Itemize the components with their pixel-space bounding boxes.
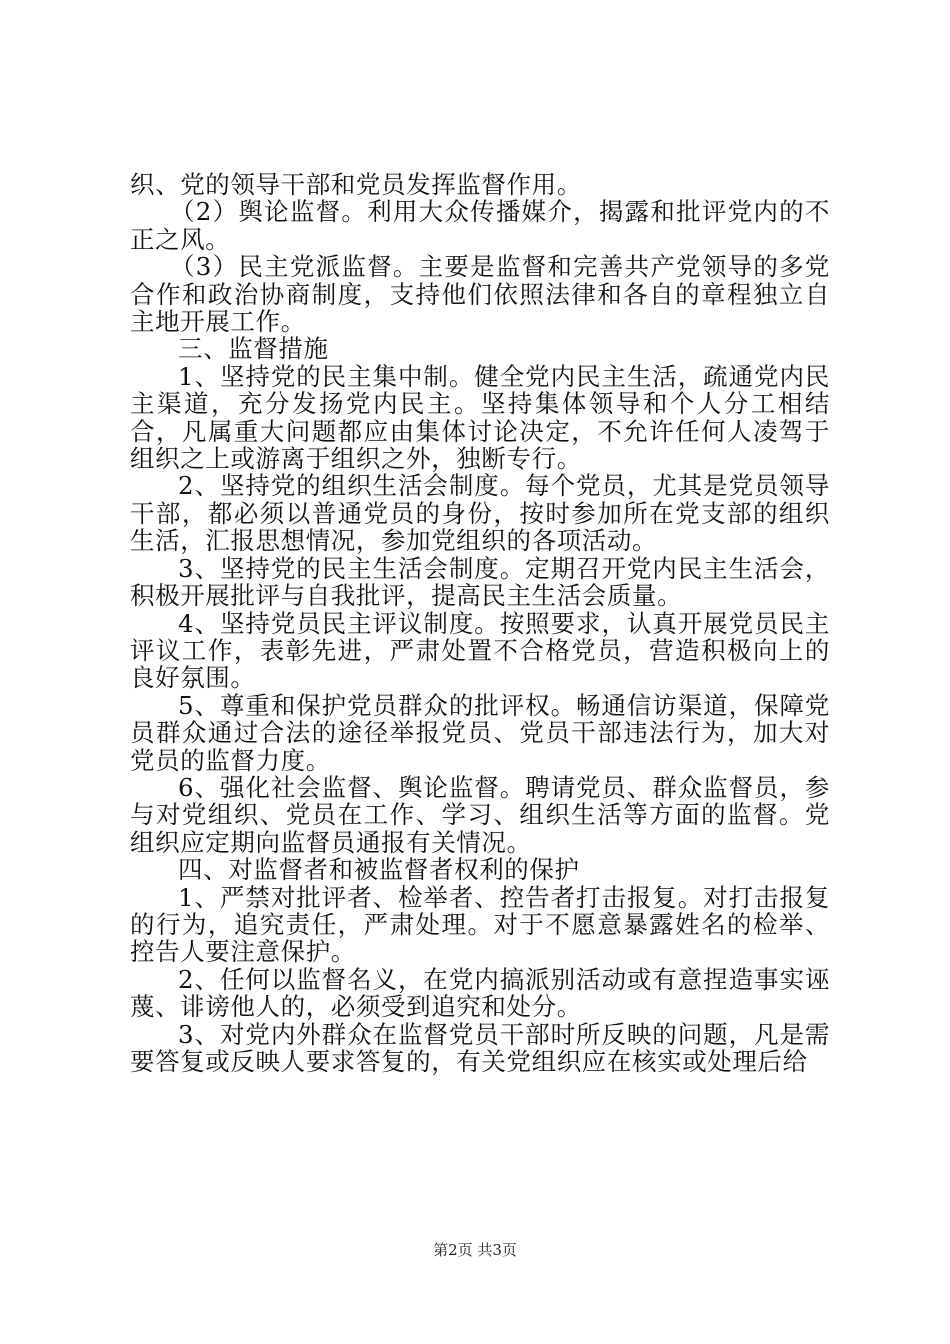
paragraph-protection-1: 1、严禁对批评者、检举者、控告者打击报复。对打击报复的行为，追究责任，严肃处理。对于不愿意暴露姓名的检举、控告人要注意保护。 bbox=[130, 882, 830, 967]
paragraph-measure-2: 2、坚持党的组织生活会制度。每个党员，尤其是党员领导干部，都必须以普通党员的身份，按时参加所在党支部的组织生活，汇报思想情况，参加党组织的各项活动。 bbox=[130, 471, 830, 556]
paragraph-measure-4: 4、坚持党员民主评议制度。按照要求，认真开展党员民主评议工作，表彰先进，严肃处置不合格党员，营造积极向上的良好氛围。 bbox=[130, 608, 830, 693]
section-heading-supervision-measures: 三、监督措施 bbox=[178, 334, 329, 364]
paragraph-public-opinion-supervision: （2）舆论监督。利用大众传播媒介，揭露和批评党内的不正之风。 bbox=[130, 197, 830, 254]
paragraph-measure-6: 6、强化社会监督、舆论监督。聘请党员、群众监督员，参与对党组织、党员在工作、学习、组织生活等方面的监督。党组织应定期向监督员通报有关情况。 bbox=[130, 772, 830, 857]
paragraph-measure-5: 5、尊重和保护党员群众的批评权。畅通信访渠道，保障党员群众通过合法的途径举报党员、党员干部违法行为，加大对党员的监督力度。 bbox=[130, 690, 830, 775]
paragraph-protection-2: 2、任何以监督名义，在党内搞派别活动或有意捏造事实诬蔑、诽谤他人的，必须受到追究和处分。 bbox=[130, 964, 830, 1022]
paragraph-measure-3: 3、坚持党的民主生活会制度。定期召开党内民主生活会，积极开展批评与自我批评，提高民主生活会质量。 bbox=[130, 553, 830, 611]
paragraph-measure-1: 1、坚持党的民主集中制。健全党内民主生活，疏通党内民主渠道，充分发扬党内民主。坚持集体领导和个人分工相结合，凡属重大问题都应由集体讨论决定，不允许任何人凌驾于组织之上或游离于组织之外，独断专行。 bbox=[130, 361, 830, 474]
paragraph-democratic-party-supervision: （3）民主党派监督。主要是监督和完善共产党领导的多党合作和政治协商制度，支持他们依照法律和各自的章程独立自主地开展工作。 bbox=[130, 252, 830, 337]
paragraph-continuation: 织、党的领导干部和党员发挥监督作用。 bbox=[130, 170, 582, 199]
page-number-footer: 第2页 共3页 bbox=[433, 1241, 517, 1259]
paragraph-protection-3: 3、对党内外群众在监督党员干部时所反映的问题，凡是需要答复或反映人要求答复的，有关党组织应在核实或处理后给 bbox=[130, 1019, 830, 1076]
section-heading-rights-protection: 四、对监督者和被监督者权利的保护 bbox=[178, 855, 580, 885]
document-body bbox=[130, 171, 830, 1075]
